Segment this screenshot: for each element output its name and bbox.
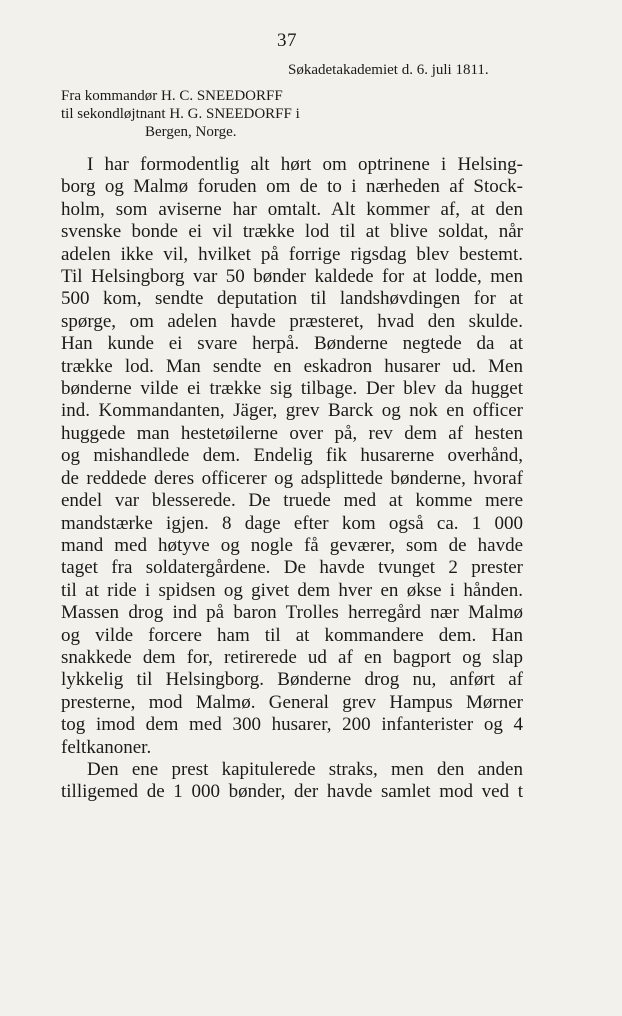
body-line: og vilde forcere ham til at kommandere dem. Han bbox=[61, 624, 523, 646]
body-line: endel var blesserede. De truede med at komme mere bbox=[61, 490, 523, 512]
body-line: tilligemed de 1 000 bønder, der havde samlet mod ved t bbox=[61, 781, 523, 803]
body-line: tog imod dem med 300 husarer, 200 infanterister og 4 bbox=[61, 714, 523, 736]
body-line: snakkede dem for, retirerede ud af en bagport og slap bbox=[61, 646, 523, 668]
body-line: adelen ikke vil, hvilket på forrige rigsdag blev bestemt. bbox=[61, 243, 523, 265]
body-line: Den ene prest kapitulerede straks, men den anden bbox=[87, 758, 523, 780]
body-line: og mishandlede dem. Endelig fik husarerne overhånd, bbox=[61, 445, 523, 467]
body-line: ind. Kommandanten, Jäger, grev Barck og nok en officer bbox=[61, 400, 523, 422]
letter-recipient: til sekondløjtnant H. G. SNEEDORFF i bbox=[61, 106, 300, 122]
body-line: 500 kom, sendte deputation til landshøvdingen for at bbox=[61, 288, 523, 310]
body-line: feltkanoner. bbox=[61, 736, 152, 758]
body-line: holm, som aviserne har omtalt. Alt kommer af, at den bbox=[61, 198, 523, 220]
body-line: mandstærke igjen. 8 dage efter kom også ca. 1 000 bbox=[61, 512, 523, 534]
page-number: 37 bbox=[277, 30, 297, 51]
body-line: til at ride i spidsen og givet dem hver en økse i hånden. bbox=[61, 579, 523, 601]
body-line: Han kunde ei svare herpå. Bønderne negtede da at bbox=[61, 333, 523, 355]
body-line: Massen drog ind på baron Trolles herregård nær Malmø bbox=[61, 602, 523, 624]
body-line: de reddede deres officerer og adsplittede bønderne, hvoraf bbox=[61, 467, 523, 489]
letter-dateline: Søkadetakademiet d. 6. juli 1811. bbox=[288, 62, 489, 78]
body-line: bønderne vilde ei trække sig tilbage. Der blev da hugget bbox=[61, 378, 523, 400]
body-line: lykkelig til Helsingborg. Bønderne drog nu, anført af bbox=[61, 669, 523, 691]
body-line: spørge, om adelen havde præsteret, hvad den skulde. bbox=[61, 310, 523, 332]
body-line: borg og Malmø foruden om de to i nærheden af Stock- bbox=[61, 176, 523, 198]
body-line: Til Helsingborg var 50 bønder kaldede for at lodde, men bbox=[61, 266, 523, 288]
letter-recipient-place: Bergen, Norge. bbox=[145, 124, 237, 140]
body-line: I har formodentlig alt hørt om optrinene i Helsing- bbox=[87, 154, 523, 175]
body-line: svenske bonde ei vil trække lod til at blive soldat, når bbox=[61, 221, 523, 243]
body-line: taget fra soldatergårdene. De havde tvunget 2 prester bbox=[61, 557, 523, 579]
letter-sender: Fra kommandør H. C. SNEEDORFF bbox=[61, 88, 283, 104]
letter-body bbox=[61, 154, 523, 804]
body-line: huggede man hestetøilerne over på, rev dem af hesten bbox=[61, 422, 523, 444]
body-line: trække lod. Man sendte en eskadron husarer ud. Men bbox=[61, 355, 523, 377]
body-line: mand med høtyve og nogle få geværer, som de havde bbox=[61, 534, 523, 556]
body-line: presterne, mod Malmø. General grev Hampus Mørner bbox=[61, 691, 523, 713]
